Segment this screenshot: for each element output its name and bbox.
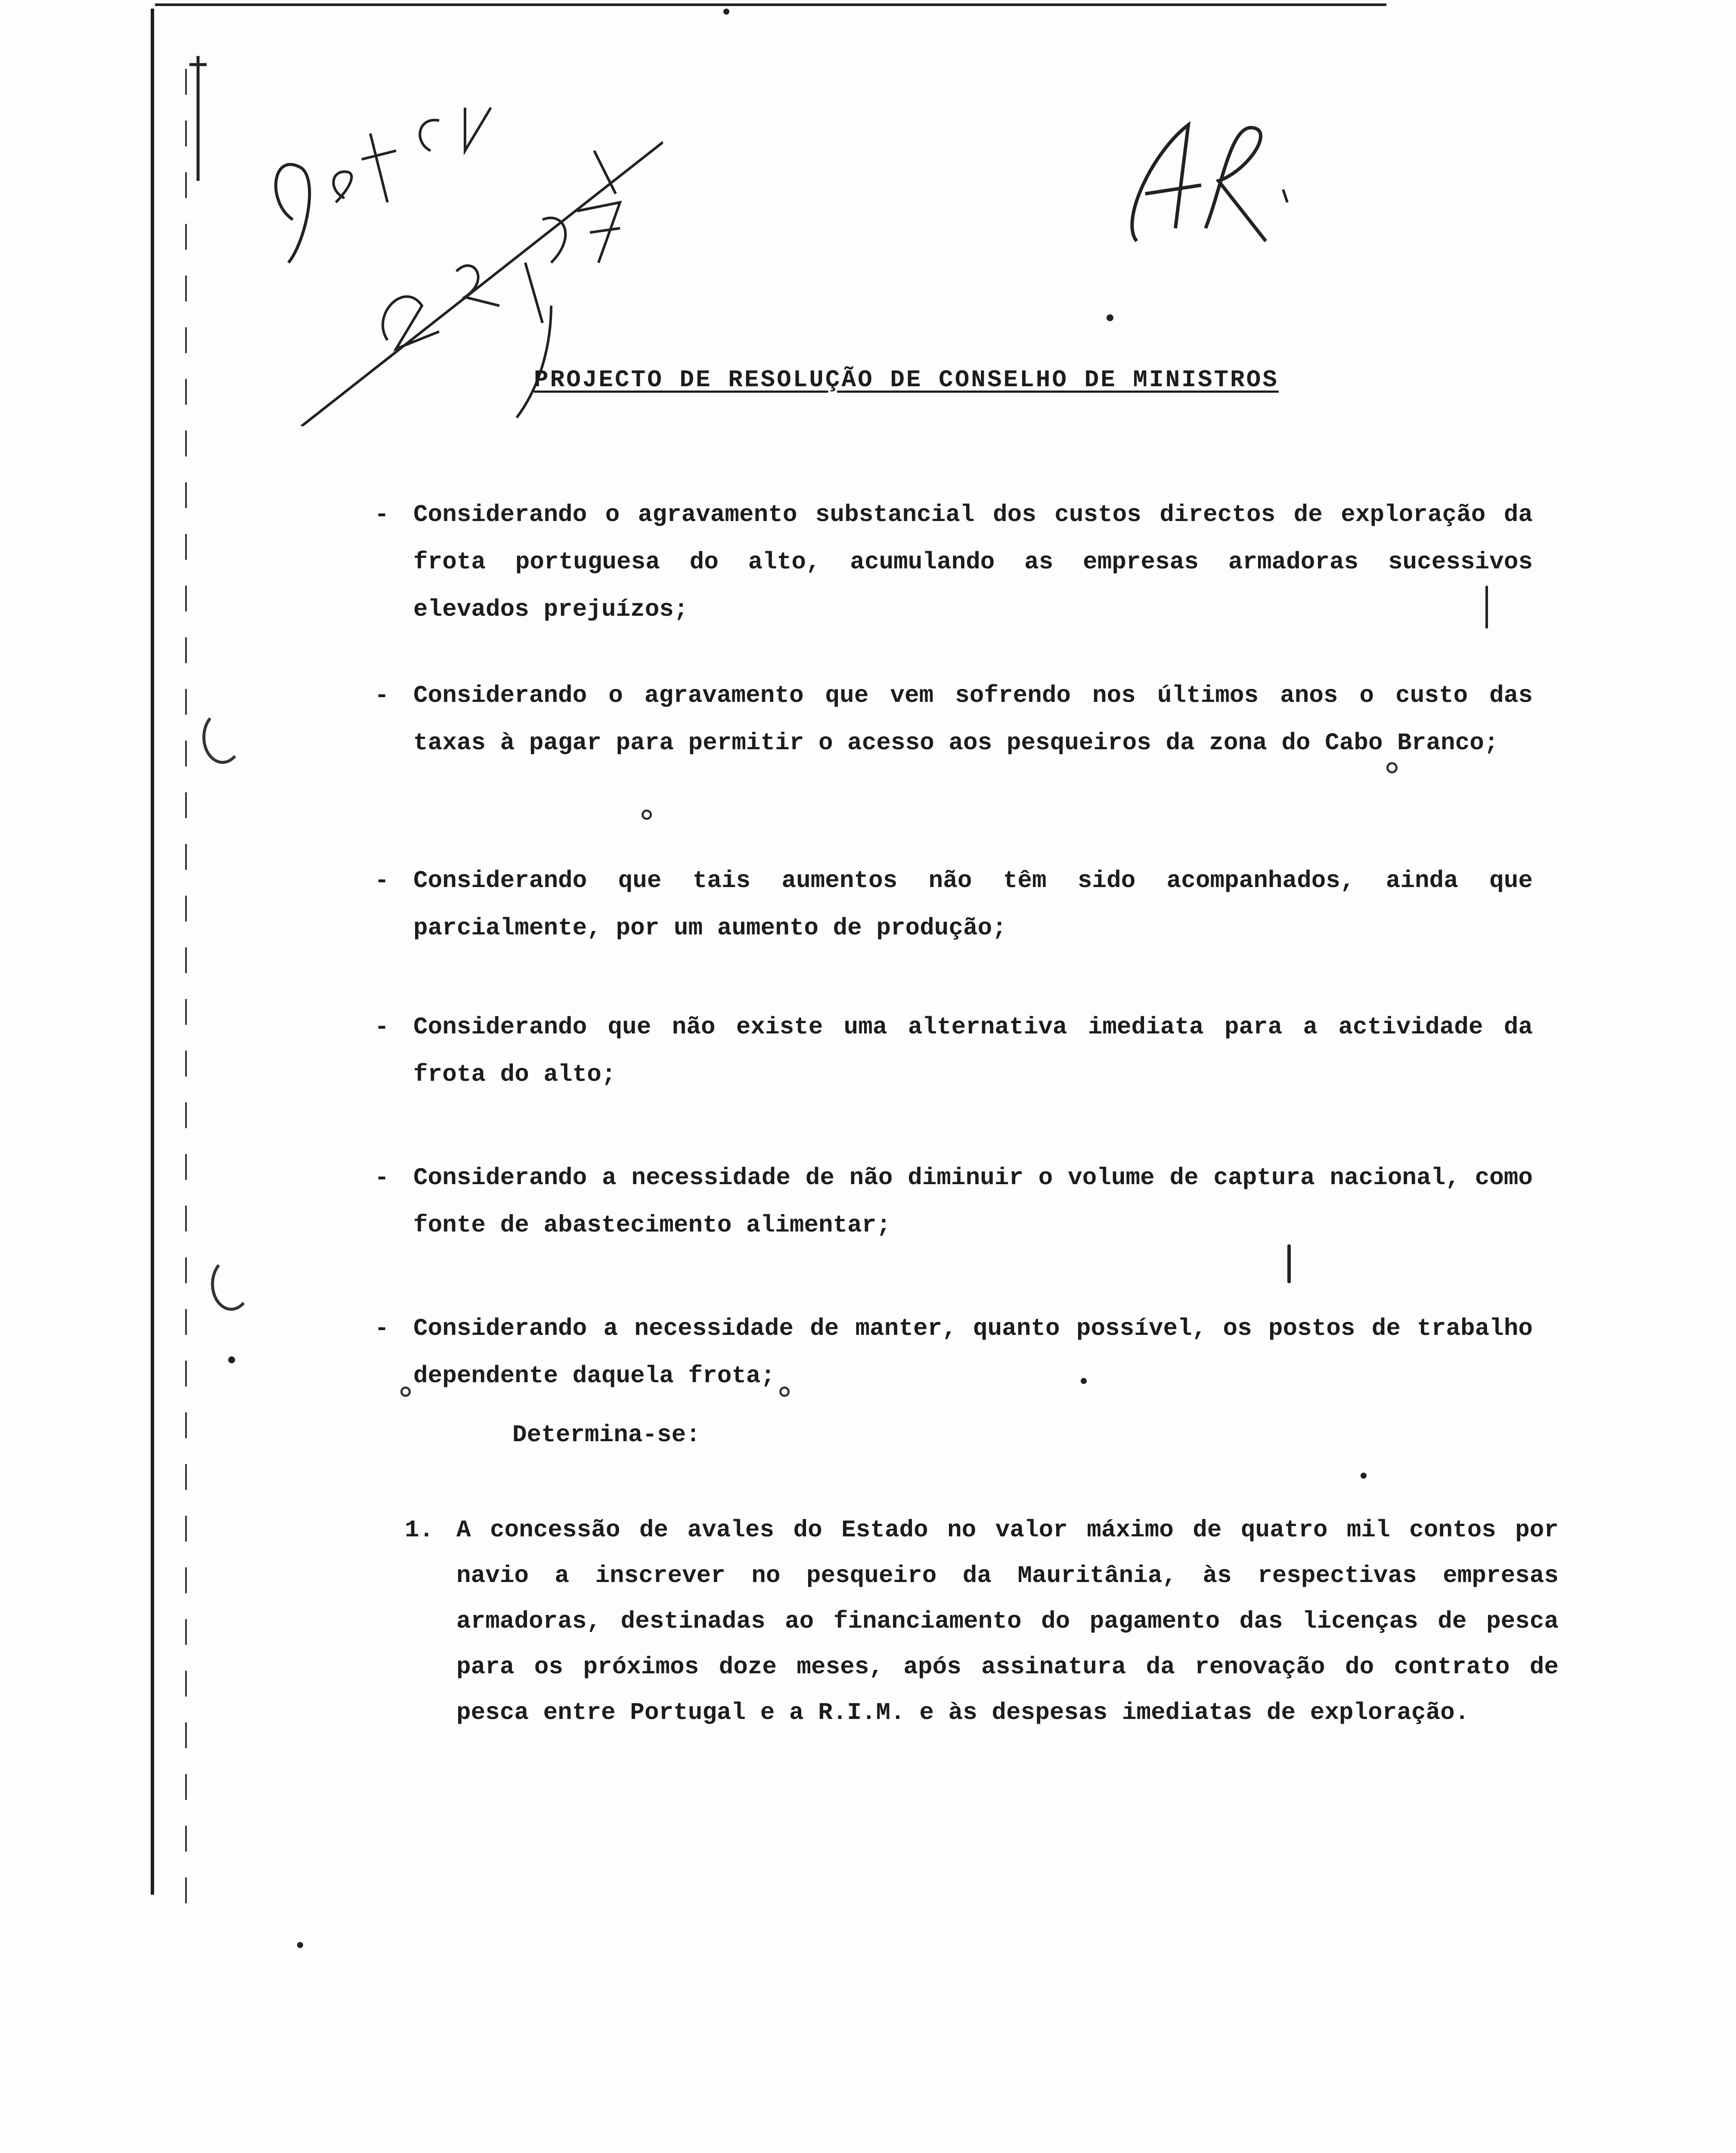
handwritten-initials (1102, 99, 1300, 263)
scan-speck (779, 1387, 790, 1397)
binding-edge (151, 9, 154, 1895)
list-item (375, 491, 1533, 633)
bullet-dash: - (375, 867, 389, 894)
paragraph-text: Considerando que não existe uma alternativa imediata para a actividade da frota do alto; (413, 1013, 1533, 1088)
bullet-dash: - (375, 1013, 389, 1041)
list-item (375, 1305, 1533, 1399)
scan-speck (1081, 1378, 1087, 1384)
document-title: PROJECTO DE RESOLUÇÃO DE CONSELHO DE MINISTROS (534, 366, 1279, 394)
bullet-dash: - (375, 1164, 389, 1191)
paragraph-text: Considerando o agravamento substancial dos custos directos de exploração da frota portuguesa do alto, acumulando as empresas armadoras sucessivos elevados prejuízos; (413, 501, 1533, 623)
list-item (375, 1003, 1533, 1098)
paragraph-text: Considerando o agravamento que vem sofrendo nos últimos anos o custo das taxas à pagar para permitir o acesso aos pesqueiros da zona do Cabo Branco; (413, 682, 1533, 757)
scan-speck (1107, 314, 1113, 321)
numbered-item (405, 1507, 1559, 1735)
punch-hole (211, 1257, 251, 1311)
scan-speck (723, 9, 729, 15)
scan-mark (1287, 1244, 1291, 1283)
list-item (375, 672, 1533, 766)
list-item (375, 1154, 1533, 1249)
bullet-dash: - (375, 682, 389, 709)
paragraph-text: Considerando a necessidade de manter, quanto possível, os postos de trabalho dependente daquela frota; (413, 1315, 1533, 1390)
scan-speck (642, 810, 652, 820)
paragraph-text: Considerando a necessidade de não diminuir o volume de captura nacional, como fonte de abastecimento alimentar; (413, 1164, 1533, 1239)
scan-speck (1386, 762, 1398, 773)
scan-speck (400, 1387, 411, 1397)
item-number: 1. (405, 1516, 434, 1544)
list-item (375, 857, 1533, 952)
scan-mark (1485, 586, 1488, 629)
scan-speck (228, 1356, 235, 1363)
scan-speck (297, 1942, 303, 1948)
paragraph-text: Considerando que tais aumentos não têm sido acompanhados, ainda que parcialmente, por um aumento de produção; (413, 867, 1533, 942)
punch-hole (202, 710, 243, 764)
item-text: A concessão de avales do Estado no valor máximo de quatro mil contos por navio a inscrever no pesqueiro da Mauritânia, às respectivas empresas armadoras, destinadas ao financiamento do pagamento das licenças de pesca para os próximos doze meses, após assinatura da renovação do contrato de pesca entre Portugal e a R.I.M. e às despesas imediatas de exploração. (456, 1516, 1559, 1726)
determination-heading: Determina-se: (512, 1421, 701, 1449)
bullet-dash: - (375, 1315, 389, 1342)
scan-speck (1361, 1473, 1367, 1479)
bullet-dash: - (375, 501, 389, 528)
scan-edge-top (155, 3, 1386, 6)
